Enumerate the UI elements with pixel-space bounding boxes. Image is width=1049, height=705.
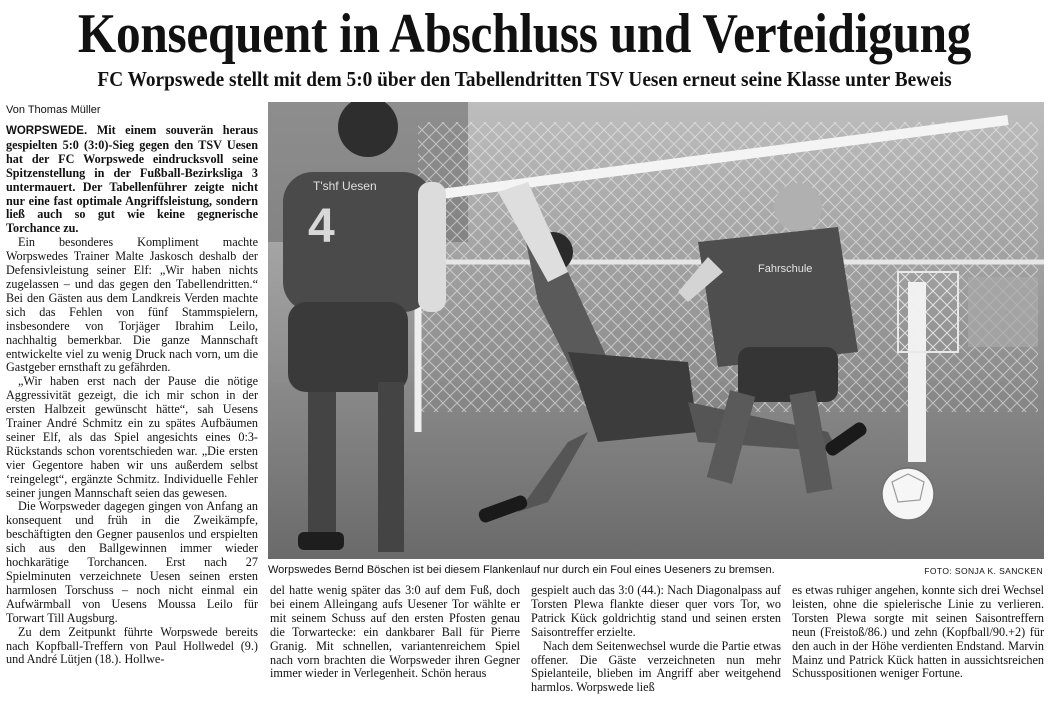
body-paragraph: Ein besonderes Kompliment machte Worpswedes Trainer Malte Jaskosch deshalb der Defensivleistung seiner Elf: „Wir haben nichts zugelassen – und das gegen den Tabellendritten.“ Bei den Gästen aus dem Landkreis Verden machte sich das Fehlen von fünf Stammspielern, insbesondere von Torjäger Ibrahim Leilo, nachhaltig bemerkbar. Die ganze Mannschaft entwickelte viel zu wenig Druck nach vorn, um die Gastgeber ernsthaft zu gefährden. <box>6 235 258 375</box>
photo-credit: FOTO: SONJA K. SANCKEN <box>924 566 1043 576</box>
byline: Von Thomas Müller <box>6 104 101 116</box>
article-column-1 <box>6 124 258 702</box>
body-paragraph: Zu dem Zeitpunkt führte Worpswede bereits nach Kopfball-Treffern von Paul Hollwedel (9.) und André Lütjen (18.). Hollwe- <box>6 624 258 667</box>
article-column-2 <box>270 584 520 702</box>
lead-paragraph <box>6 124 258 236</box>
photo-caption: Worpswedes Bernd Böschen ist bei diesem Flankenlauf nur durch ein Foul eines Ueseners zu bremsen. <box>268 564 775 576</box>
headline: Konsequent in Abschluss und Verteidigung <box>77 3 972 65</box>
match-photo <box>268 102 1044 559</box>
shirt-sponsor-right: Fahrschule <box>758 263 813 275</box>
body-paragraph: gespielt auch das 3:0 (44.): Nach Diagonalpass auf Torsten Plewa flankte dieser quer vors Tor, wo Patrick Kück goldrichtig stand und seinen ersten Saisontreffer erzielte. <box>531 584 781 639</box>
article-column-4 <box>792 584 1044 702</box>
shirt-sponsor-left: T'shf Uesen <box>313 179 377 193</box>
dateline: WORPSWEDE. <box>6 125 88 137</box>
lead-text: Mit einem souverän heraus gespielten 5:0 (3:0)-Sieg gegen den TSV Uesen hat der FC Worpswede eindrucksvoll seine Spitzenstellung in der Fußball-Bezirksliga 3 untermauert. Der Tabellenführer zeigte nicht nur eine fast optimale Angriffsleistung, sondern ließ auch so gut wie keine gegnerische Torchance zu. <box>6 124 258 236</box>
body-paragraph: del hatte wenig später das 3:0 auf dem Fuß, doch bei einem Alleingang aufs Uesener Tor wählte er mit seinem Schuss auf den ersten Pfosten genau die Torwartecke: ein dankbarer Ball für Pierre Granig. Mit schnellen, variantenreichem Spiel nach vorn brachten die Worpsweder ihren Gegner immer wieder in Verlegenheit. Schön heraus <box>270 584 520 681</box>
body-paragraph: Die Worpsweder dagegen gingen von Anfang an konsequent und früh in die Zweikämpfe, beschäftigten den Gegner pausenlos und erspielten sich aus den Ballgewinnen immer wieder hochkarätige Torchancen. Erst nach 27 Spielminuten verzeichnete Uesen seinen ersten harmlosen Torschuss – noch nicht einmal ein Aufwärmball von Uesens Moussa Leilo für Torwart Till Augsburg. <box>6 499 258 625</box>
body-paragraph: es etwas ruhiger angehen, konnte sich drei Wechsel leisten, ohne die spielerische Linie zu verlieren. Torsten Plewa sorgte mit seinen Saisontreffern neun (Freistoß/86.) und zehn (Kopfball/90.+2) für den auch in der Höhe verdienten Endstand. Marvin Mainz und Patrick Kück hatten in aussichtsreichen Schusspositionen weniger Fortune. <box>792 584 1044 681</box>
body-paragraph: „Wir haben erst nach der Pause die nötige Aggressivität gezeigt, die ich mir schon in der ersten Halbzeit gewünscht hätte“, sah Uesens Trainer André Schmitz ein zu spätes Aufbäumen seiner Elf, als das Spiel angesichts eines 0:3-Rückstands schon vorentschieden war. „Die ersten vier Gegentore haben wir uns außerdem selbst ‘reingelegt“, ergänzte Schmitz. Individuelle Fehler seiner jungen Mannschaft seien das gewesen. <box>6 374 258 500</box>
article-column-3 <box>531 584 781 702</box>
body-paragraph: Nach dem Seitenwechsel wurde die Partie etwas offener. Die Gäste verzeichneten nun mehr Spielanteile, blieben im Angriff aber weitgehend harmlos. Worpswede ließ <box>531 638 781 695</box>
shirt-number: 4 <box>308 200 335 253</box>
football-scene-illustration <box>268 102 1044 559</box>
football <box>882 468 934 520</box>
subheadline: FC Worpswede stellt mit dem 5:0 über den Tabellendritten TSV Uesen erneut seine Klasse unter Beweis <box>97 67 952 91</box>
